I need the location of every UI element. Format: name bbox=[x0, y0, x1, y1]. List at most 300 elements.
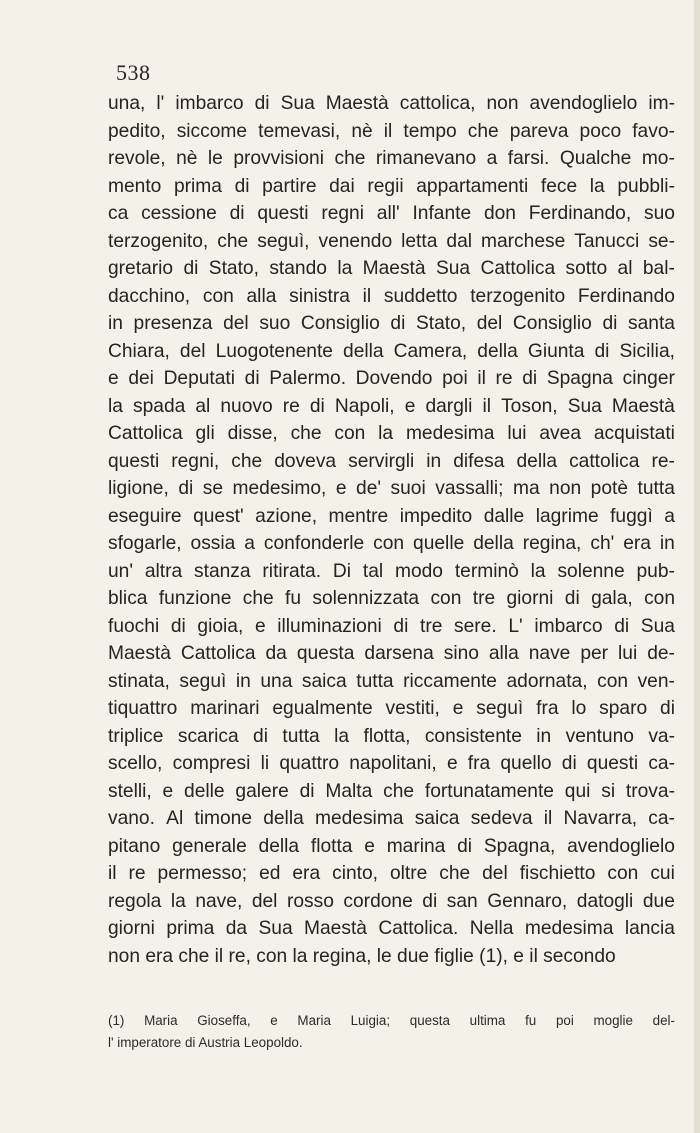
word: due bbox=[642, 890, 675, 912]
word: venendo bbox=[318, 230, 393, 252]
word: giorni bbox=[506, 588, 554, 609]
word: terzogenito, bbox=[108, 230, 209, 252]
word: la bbox=[334, 725, 350, 747]
text-line bbox=[108, 695, 675, 723]
word: permesso; bbox=[157, 863, 248, 884]
word: con bbox=[373, 533, 405, 554]
word: cattolica bbox=[569, 450, 640, 472]
word: timone bbox=[194, 808, 253, 829]
word: consistente bbox=[424, 725, 522, 747]
word: vassalli; bbox=[435, 478, 504, 499]
word: Sicilia, bbox=[619, 340, 675, 362]
word: alla bbox=[488, 643, 519, 664]
text-line bbox=[108, 640, 675, 668]
word: terzogenito bbox=[470, 285, 566, 307]
text-line bbox=[108, 805, 675, 833]
word: la bbox=[589, 175, 605, 197]
word: de- bbox=[647, 643, 675, 664]
word: Luigia; bbox=[350, 1013, 391, 1028]
word: in bbox=[659, 533, 675, 554]
word: suo bbox=[643, 203, 675, 224]
word: dalle bbox=[483, 505, 525, 527]
word: di bbox=[393, 615, 409, 637]
word: adornata, bbox=[506, 670, 588, 692]
word: Maria bbox=[144, 1013, 178, 1028]
word: rimanevano bbox=[375, 148, 477, 169]
word: fu bbox=[285, 588, 302, 609]
word: datogli bbox=[576, 890, 634, 912]
word: da bbox=[225, 918, 248, 939]
word: dacchino, bbox=[108, 285, 191, 307]
text-line bbox=[108, 393, 675, 421]
word: e bbox=[404, 395, 416, 417]
word: che bbox=[242, 588, 274, 609]
word: di bbox=[594, 340, 610, 362]
word: questi bbox=[257, 203, 309, 224]
word: fece bbox=[540, 175, 578, 197]
word: all' bbox=[376, 203, 400, 224]
word: modo bbox=[394, 560, 443, 582]
word: re bbox=[128, 863, 146, 884]
word: temevasi, bbox=[258, 120, 341, 142]
word: a bbox=[664, 505, 675, 527]
word: marinari bbox=[190, 698, 260, 719]
word: di bbox=[422, 890, 438, 912]
text-line bbox=[108, 530, 675, 558]
word: di bbox=[614, 615, 630, 637]
word: eseguire bbox=[108, 505, 182, 527]
text-line bbox=[108, 888, 675, 916]
word: Qualche bbox=[559, 148, 632, 169]
word: il bbox=[477, 368, 486, 389]
word: spada bbox=[133, 395, 186, 417]
word: avendoglielo bbox=[567, 835, 675, 857]
word: Maestà bbox=[362, 258, 426, 279]
word: una, bbox=[108, 93, 146, 114]
word: cui bbox=[650, 863, 675, 884]
word: della bbox=[258, 835, 300, 857]
word: lo bbox=[571, 698, 587, 719]
word: del bbox=[251, 890, 278, 912]
word: mo- bbox=[641, 148, 675, 169]
word: imbarco bbox=[175, 93, 244, 114]
footnote-line bbox=[108, 1010, 675, 1032]
word: lui bbox=[507, 423, 527, 444]
word: confonderle bbox=[263, 533, 365, 554]
word: gli bbox=[195, 423, 215, 444]
word: pareva bbox=[509, 120, 569, 142]
word: di bbox=[602, 313, 618, 334]
word: marchese bbox=[481, 230, 566, 252]
word: napolitani, bbox=[349, 753, 437, 774]
word: tutta bbox=[356, 670, 394, 692]
word: Maestà bbox=[325, 93, 389, 114]
word: delle bbox=[184, 780, 225, 802]
word: tiquattro bbox=[108, 698, 178, 719]
word: in bbox=[426, 450, 442, 472]
word: e bbox=[446, 753, 458, 774]
word: tutta bbox=[637, 478, 675, 499]
word: moglie bbox=[593, 1013, 633, 1028]
text-line bbox=[108, 503, 675, 531]
word: che bbox=[290, 423, 322, 444]
word: egualmente bbox=[272, 698, 373, 719]
word: del bbox=[223, 313, 249, 334]
word: saica bbox=[301, 670, 347, 692]
word: Gennaro, bbox=[487, 890, 568, 912]
word: cinto, bbox=[332, 863, 378, 884]
word: ma bbox=[513, 478, 540, 499]
word: provvisioni bbox=[233, 148, 324, 169]
word: della bbox=[343, 340, 384, 362]
word: del bbox=[179, 340, 206, 362]
word: la bbox=[170, 890, 186, 912]
word: pedito, bbox=[108, 120, 166, 142]
word: flotta, bbox=[363, 725, 411, 747]
word: nuovo bbox=[220, 395, 273, 417]
word: servirgli bbox=[348, 450, 415, 472]
text-line bbox=[108, 778, 675, 806]
word: dai bbox=[329, 175, 355, 197]
word: una bbox=[260, 670, 293, 692]
word: nave, bbox=[195, 890, 243, 912]
text-line bbox=[108, 255, 675, 283]
word: il bbox=[383, 120, 393, 142]
word: terminò bbox=[454, 560, 519, 582]
word: im- bbox=[648, 93, 675, 114]
word: Spagna bbox=[546, 368, 613, 389]
word: Maestà bbox=[611, 395, 675, 417]
word: e bbox=[335, 478, 347, 499]
word: trova- bbox=[625, 780, 675, 802]
word: pitano bbox=[108, 835, 161, 857]
word: se- bbox=[648, 230, 675, 252]
word: lancia bbox=[624, 918, 675, 939]
text-line bbox=[108, 338, 675, 366]
word: non bbox=[486, 93, 519, 114]
word: fra bbox=[536, 698, 559, 719]
word: pub- bbox=[636, 560, 675, 582]
text-line bbox=[108, 668, 675, 696]
word: Al bbox=[166, 808, 184, 829]
word: quest' bbox=[193, 505, 244, 527]
word: ventuno bbox=[565, 725, 634, 747]
word: l' bbox=[156, 93, 165, 114]
word: a bbox=[486, 148, 498, 169]
word: il bbox=[482, 395, 492, 417]
text-line bbox=[108, 833, 675, 861]
text-line: non era che il re, con la regina, le due figlie (1), e il secondo bbox=[108, 945, 616, 967]
word: Palermo. bbox=[269, 368, 347, 389]
word: nave bbox=[528, 643, 571, 664]
word: rosso bbox=[286, 890, 334, 912]
word: blica bbox=[108, 588, 148, 609]
word: galere bbox=[235, 780, 289, 802]
word: farsi. bbox=[507, 148, 550, 169]
word: di bbox=[457, 835, 473, 857]
text-line bbox=[108, 173, 675, 201]
word: della bbox=[516, 450, 558, 472]
word: Sua bbox=[280, 93, 315, 114]
word: e bbox=[162, 780, 174, 802]
word: che bbox=[334, 148, 366, 169]
word: ch' bbox=[590, 533, 615, 554]
word: che bbox=[217, 230, 249, 252]
word: stelli, bbox=[108, 780, 152, 802]
word: regina, bbox=[522, 533, 582, 554]
word: generale bbox=[172, 835, 247, 857]
word: di bbox=[253, 725, 268, 747]
word: imbarco bbox=[534, 615, 603, 637]
word: questa bbox=[409, 1013, 450, 1028]
word: suddetto bbox=[383, 285, 458, 307]
word: Ferdinando, bbox=[528, 203, 632, 224]
word: sotto bbox=[565, 258, 608, 279]
word: in bbox=[536, 725, 552, 747]
word: Camera, bbox=[393, 340, 468, 362]
word: medesimo, bbox=[232, 478, 327, 499]
word: cordone bbox=[343, 890, 413, 912]
word: della bbox=[473, 533, 514, 554]
text-line bbox=[108, 145, 675, 173]
page-edge bbox=[694, 0, 700, 1133]
word: di bbox=[299, 780, 315, 802]
text-line bbox=[108, 228, 675, 256]
word: cinger bbox=[622, 368, 675, 389]
word: disse, bbox=[227, 423, 278, 444]
word: mento bbox=[108, 175, 162, 197]
word: di bbox=[522, 368, 538, 389]
word: fortunatamente bbox=[424, 780, 554, 802]
word: Napoli, bbox=[334, 395, 395, 417]
word: oltre bbox=[389, 863, 428, 884]
word: triplice bbox=[108, 725, 164, 747]
word: lagrime bbox=[535, 505, 599, 527]
word: giorni bbox=[108, 918, 155, 939]
word: regni bbox=[321, 203, 364, 224]
word: il bbox=[543, 808, 553, 829]
word: mentre bbox=[328, 505, 389, 527]
text-line bbox=[108, 558, 675, 586]
word: in bbox=[235, 670, 251, 692]
word: Ferdinando bbox=[577, 285, 675, 307]
word: siccome bbox=[176, 120, 248, 142]
word: cattolica, bbox=[399, 93, 476, 114]
word: di bbox=[244, 368, 260, 389]
word: il bbox=[108, 863, 117, 884]
footnote-line: l' imperatore di Austria Leopoldo. bbox=[108, 1035, 303, 1050]
word: Stato, bbox=[208, 258, 259, 279]
word: riccamente bbox=[403, 670, 497, 692]
word: san bbox=[446, 890, 478, 912]
word: la bbox=[337, 258, 353, 279]
word: Chiara, bbox=[108, 340, 170, 362]
word: fischietto bbox=[519, 863, 596, 884]
word: Stato, bbox=[415, 313, 467, 334]
word: era bbox=[292, 863, 321, 884]
word: regii bbox=[367, 175, 404, 197]
word: quelle bbox=[413, 533, 465, 554]
word: azione, bbox=[255, 505, 318, 527]
word: con bbox=[644, 588, 675, 609]
word: Cattolica bbox=[108, 423, 183, 444]
word: revole, bbox=[108, 148, 166, 169]
word: tutta bbox=[282, 725, 320, 747]
word: con bbox=[430, 588, 462, 609]
word: un' bbox=[108, 560, 134, 582]
word: illuminazioni bbox=[277, 615, 382, 637]
word: se bbox=[202, 478, 224, 499]
word: a bbox=[244, 533, 255, 554]
word: acquistati bbox=[593, 423, 675, 444]
word: seguì bbox=[179, 670, 227, 692]
text-line bbox=[108, 750, 675, 778]
word: di bbox=[564, 588, 580, 609]
word: Sua bbox=[258, 918, 293, 939]
word: re bbox=[282, 395, 300, 417]
body-text bbox=[108, 90, 675, 970]
word: le bbox=[207, 148, 223, 169]
word: e bbox=[364, 835, 375, 857]
word: fuggì bbox=[610, 505, 653, 527]
word: Maestà bbox=[304, 918, 367, 939]
text-line bbox=[108, 90, 675, 118]
text-line bbox=[108, 365, 675, 393]
word: di bbox=[178, 478, 194, 499]
word: re- bbox=[651, 450, 675, 472]
word: la bbox=[108, 395, 123, 417]
word: della bbox=[263, 808, 304, 829]
word: ca- bbox=[648, 808, 675, 829]
word: bal- bbox=[642, 258, 675, 279]
word: sparo bbox=[599, 698, 648, 719]
word: gretario bbox=[108, 258, 174, 279]
word: di bbox=[660, 698, 675, 719]
word: di bbox=[309, 395, 325, 417]
word: favo- bbox=[632, 120, 675, 142]
word: compresi bbox=[172, 753, 251, 774]
word: questi bbox=[108, 450, 160, 472]
word: stanza bbox=[194, 560, 251, 582]
word: nè bbox=[176, 148, 198, 169]
word: medesima bbox=[314, 808, 404, 829]
word: dal bbox=[446, 230, 473, 252]
word: prima bbox=[166, 918, 215, 939]
word: tre bbox=[472, 588, 496, 609]
word: flotta bbox=[310, 835, 353, 857]
text-line bbox=[108, 448, 675, 476]
word: ca bbox=[108, 203, 129, 224]
word: marina bbox=[386, 835, 446, 857]
word: letta bbox=[401, 230, 438, 252]
word: ultima bbox=[469, 1013, 506, 1028]
word: don bbox=[483, 203, 516, 224]
word: vestiti, bbox=[385, 698, 440, 719]
word: tempo bbox=[403, 120, 457, 142]
word: ven- bbox=[637, 670, 675, 692]
word: Infante bbox=[412, 203, 472, 224]
word: Cattolica bbox=[480, 258, 556, 279]
word: ed bbox=[259, 863, 281, 884]
word: sere. bbox=[454, 615, 497, 637]
word: alla bbox=[246, 285, 277, 307]
text-line bbox=[108, 283, 675, 311]
word: la bbox=[530, 560, 546, 582]
word: gioia, bbox=[197, 615, 244, 637]
page-number: 538 bbox=[116, 60, 151, 85]
text-line bbox=[108, 860, 675, 888]
word: quattro bbox=[279, 753, 340, 774]
word: poi bbox=[442, 368, 468, 389]
word: con bbox=[334, 423, 366, 444]
word: lui bbox=[618, 643, 638, 664]
word: con bbox=[202, 285, 234, 307]
word: va- bbox=[648, 725, 675, 747]
word: ca- bbox=[648, 753, 675, 774]
word: Deputati bbox=[163, 368, 236, 389]
word: la bbox=[378, 423, 394, 444]
word: al bbox=[617, 258, 633, 279]
word: di bbox=[561, 753, 577, 774]
word: del- bbox=[652, 1013, 675, 1028]
word: stando bbox=[269, 258, 327, 279]
word: di bbox=[183, 258, 199, 279]
word: scello, bbox=[108, 753, 163, 774]
word: Spagna, bbox=[483, 835, 556, 857]
word: per bbox=[580, 643, 609, 664]
word: di bbox=[390, 313, 406, 334]
word: altra bbox=[144, 560, 183, 582]
word: Toson, bbox=[501, 395, 558, 417]
word: suoi bbox=[390, 478, 426, 499]
word: era bbox=[623, 533, 651, 554]
word: di bbox=[254, 93, 270, 114]
word: Sua bbox=[567, 395, 602, 417]
word: qui bbox=[564, 780, 591, 802]
word: non bbox=[549, 478, 582, 499]
word: Maria bbox=[297, 1013, 331, 1028]
word: nè bbox=[351, 120, 373, 142]
word: e bbox=[254, 615, 266, 637]
word: pubbli- bbox=[617, 175, 675, 197]
word: tre bbox=[419, 615, 443, 637]
word: si bbox=[601, 780, 616, 802]
word: Tanucci bbox=[574, 230, 640, 252]
word: del bbox=[476, 313, 503, 334]
word: che bbox=[439, 863, 471, 884]
word: solennizzata bbox=[312, 588, 420, 609]
word: ritirata. bbox=[262, 560, 322, 582]
word: Navarra, bbox=[563, 808, 638, 829]
word: di bbox=[229, 203, 245, 224]
word: poi bbox=[555, 1013, 574, 1028]
word: da bbox=[265, 643, 287, 664]
word: che bbox=[467, 120, 499, 142]
word: con bbox=[607, 863, 639, 884]
text-line bbox=[108, 613, 675, 641]
word: della bbox=[477, 340, 518, 362]
word: solenne bbox=[557, 560, 625, 582]
word: questi bbox=[586, 753, 639, 774]
word: avea bbox=[539, 423, 581, 444]
text-line bbox=[108, 420, 675, 448]
text-line bbox=[108, 723, 675, 751]
word: re bbox=[495, 368, 513, 389]
word: partire bbox=[262, 175, 317, 197]
text-line bbox=[108, 310, 675, 338]
word: (1) bbox=[108, 1013, 125, 1028]
word: sedeva bbox=[470, 808, 533, 829]
